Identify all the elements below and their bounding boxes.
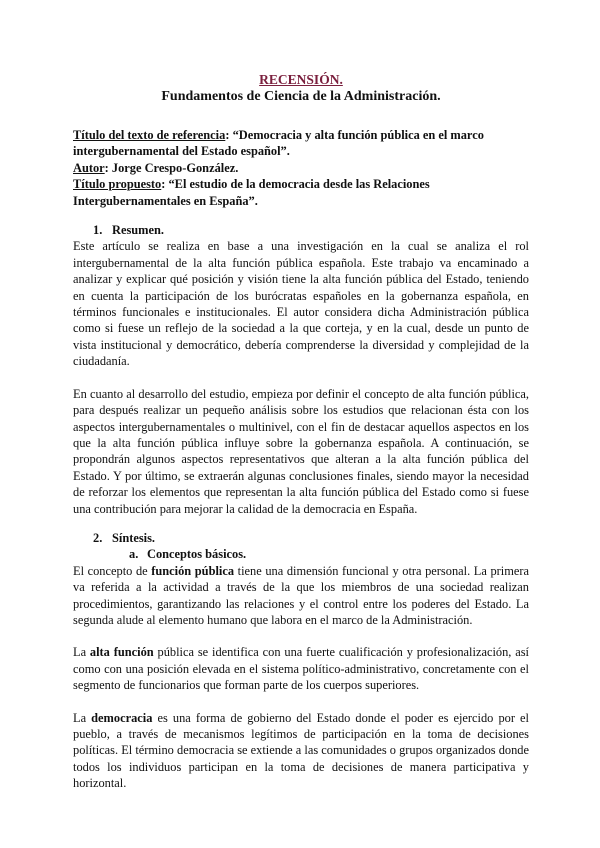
subsection-number: a. <box>129 547 139 562</box>
author: Autor: Jorge Crespo-González. <box>73 160 239 175</box>
reference-title-value: “Democracia y alta función pública en el marco intergubernamental del Estado español”. <box>73 128 484 159</box>
paragraph <box>73 644 529 693</box>
bold-term: alta función <box>89 645 154 660</box>
text-span: La <box>73 710 92 725</box>
paragraph: En cuanto al desarrollo del estudio, empieza por definir el concepto de alta función pública, para después realizar un pequeño análisis sobre los estudios que relacionan ésta con los aspectos intergubernamentales o multinivel, con el fin de destacar aquellos aspectos en los que la alta función pública influye sobre la gobernanza española. A continuación, se propondrán algunos aspectos representativos que alteran a la alta función pública del Estado. Y por último, se extraerán algunas conclusiones finales, siendo mayor la necesidad de reforzar los elementos que representan la alta función pública del Estado como si fuese una contribución para mejorar la calidad de la democracia en España. <box>73 386 529 516</box>
paragraph <box>73 563 529 629</box>
text-span: es una forma de gobierno del Estado donde el poder es ejercido por el pueblo, a través de mecanismos legítimos de participación en la toma de decisiones políticas. El término democracia se extiende a las comunidades o grupos organizados donde todos los individuos participan en la toma de decisiones de manera participativa y horizontal. <box>73 710 529 791</box>
text-span: La <box>73 645 90 660</box>
document-title: RECENSIÓN. <box>259 72 343 87</box>
proposed-title-value: “El estudio de la democracia desde las Relaciones Intergubernamentales en España”. <box>73 177 430 208</box>
section-title: Síntesis. <box>112 530 156 545</box>
author-value: Jorge Crespo-González. <box>111 160 239 175</box>
section-heading-sintesis <box>93 530 529 546</box>
reference-title-label: Título del texto de referencia <box>73 128 226 142</box>
document-subtitle: Fundamentos de Ciencia de la Administración. <box>161 89 441 104</box>
subsection-heading <box>129 546 529 562</box>
reference-title: Título del texto de referencia: “Democracia y alta función pública en el marco intergubernamental del Estado español”. <box>73 128 484 159</box>
text-span: pública se identifica con una fuerte cualificación y profesionalización, así como con una posición elevada en el sistema político-administrativo, concretamente con el segmento de funcionarios que forman parte de los cuerpos superiores. <box>73 645 529 693</box>
document-page <box>73 71 529 792</box>
paragraph <box>73 710 529 792</box>
proposed-title-label: Título propuesto <box>73 177 162 192</box>
text-span: tiene una dimensión funcional y otra personal. La primera va referida a la actividad a través de la que los miembros de una sociedad realizan procedimientos, garantizando las relaciones y el control entre los poderes del Estado. La segunda alude al elemento humano que labora en el marco de la Administración. <box>73 563 529 627</box>
section-heading-resumen <box>93 222 529 238</box>
proposed-title: Título propuesto: “El estudio de la democracia desde las Relaciones Intergubernamentales en España”. <box>73 177 430 208</box>
section-number: 2. <box>93 530 103 545</box>
author-label: Autor <box>73 160 105 175</box>
paragraph: Este artículo se realiza en base a una investigación en la cual se analiza el rol intergubernamental de la alta función pública española. Este trabajo va encaminado a analizar y explicar qué posición y visión tiene la alta función pública del Estado, teniendo en cuenta la participación de los burócratas españoles en la gobernanza española, en términos funcionales e institucionales. El autor considera dicha Administración pública como si fuese un reflejo de la sociedad a la que corteja, y en la cual, desde un punto de vista institucional y democrático, debería comprenderse la diversidad y complejidad de la ciudadanía. <box>73 239 529 369</box>
text-span: El concepto de <box>73 563 152 578</box>
section-title: Resumen. <box>112 223 164 238</box>
bold-term: democracia <box>91 710 153 725</box>
subsection-title: Conceptos básicos. <box>147 547 247 562</box>
section-number: 1. <box>93 223 103 238</box>
bold-term: función pública <box>151 563 235 578</box>
